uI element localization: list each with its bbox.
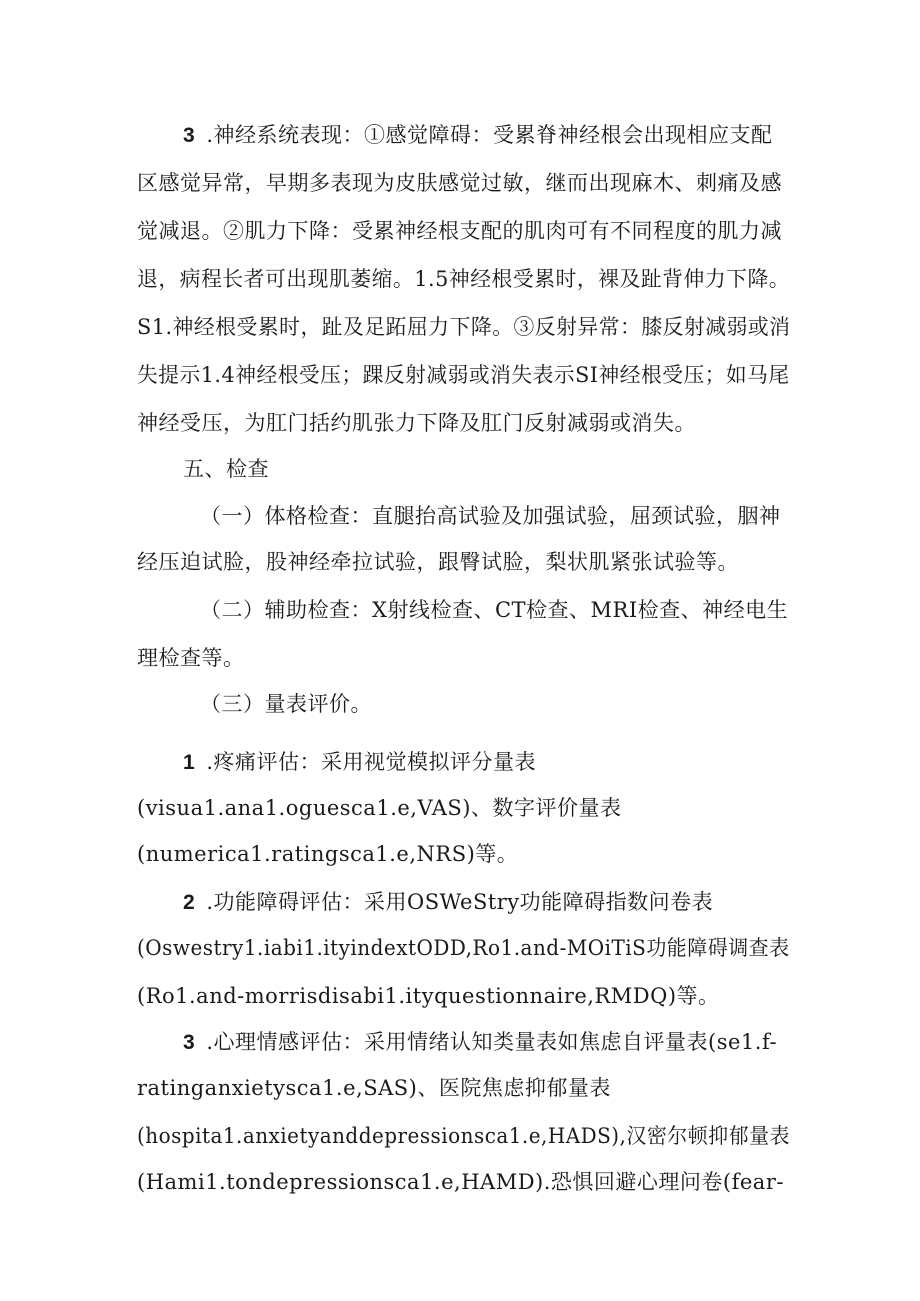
item3-number: 3 [183, 1031, 196, 1054]
item3-line-1 [183, 1028, 777, 1057]
item2-number: 2 [183, 891, 196, 914]
item1-line-3: (numerica1.ratingsca1.e,NRS)等。 [137, 842, 519, 866]
section3-line-3: 觉减退。②肌力下降：受累神经根支配的肌肉可有不同程度的肌力减 [137, 219, 782, 243]
item3-text-1: .心理情感评估：采用情绪认知类量表如焦虑自评量表(se1.f- [199, 1030, 778, 1054]
section3-line-7: 神经受压，为肛门括约肌张力下降及肛门反射减弱或消失。 [137, 411, 696, 435]
exam1-line-1: （一）体格检查：直腿抬高试验及加强试验，屈颈试验，胭神 [200, 504, 781, 528]
exam1-line-2: 经压迫试脸，股神经牵拉试验，跟臀试脸，梨状肌紧张试验等。 [137, 550, 739, 574]
item2-line-2: (Oswestry1.iabi1.ityindextODD,Ro1.and-MOiTiS功能障碍调查表 [137, 936, 790, 960]
item2-line-3: (Ro1.and-morrisdisabi1.ityquestionnaire,RMDQ)等。 [137, 984, 720, 1008]
section3-line-4: 退，病程长者可出现肌萎缩。1.5神经根受累时，裸及趾背伸力下降。 [137, 267, 791, 291]
item1-number: 1 [183, 751, 196, 774]
section3-number: 3 [183, 124, 196, 147]
item3-line-2: ratinganxietysca1.e,SAS)、医院焦虑抑郁量表 [137, 1076, 611, 1100]
section3-line-1 [183, 121, 773, 150]
item1-line-1 [183, 748, 536, 777]
exam2-line-2: 理检查等。 [137, 646, 245, 670]
item1-text-1: .疼痛评估：采用视觉模拟评分量表 [199, 750, 537, 774]
item2-line-1 [183, 888, 713, 917]
item2-text-1: .功能障碍评估：采用OSWeStry功能障碍指数问卷表 [199, 890, 714, 914]
item3-line-3: (hospita1.anxietyanddepressionsca1.e,HADS),汉密尔顿抑郁量表 [137, 1124, 790, 1148]
section3-line-2: 区感觉异常，早期多表现为皮肤感觉过敏，继而出现麻木、刺痛及感 [137, 171, 782, 195]
exam2-line-1: （二）辅助检查：X射线检查、CT检查、MRI检查、神经电生 [200, 598, 789, 622]
exam3-heading: （三）量表评价。 [200, 692, 372, 716]
section3-line-6: 失提示1.4神经根受压；踝反射减弱或消失表示SI神经根受压；如马尾 [137, 363, 790, 387]
item1-line-2: (visua1.ana1.oguesca1.e,VAS)、数字评价量表 [137, 796, 622, 820]
section3-line-5: S1.神经根受累时，趾及足跖屈力下降。③反射异常：膝反射减弱或消 [137, 315, 791, 339]
heading-exam: 五、检查 [183, 457, 269, 481]
section3-text-1: .神经系统表现：①感觉障碍：受累脊神经根会出现相应支配 [199, 123, 773, 147]
item3-line-4: (Hami1.tondepressionsca1.e,HAMD).恐惧回避心理问卷(fear- [137, 1170, 784, 1194]
